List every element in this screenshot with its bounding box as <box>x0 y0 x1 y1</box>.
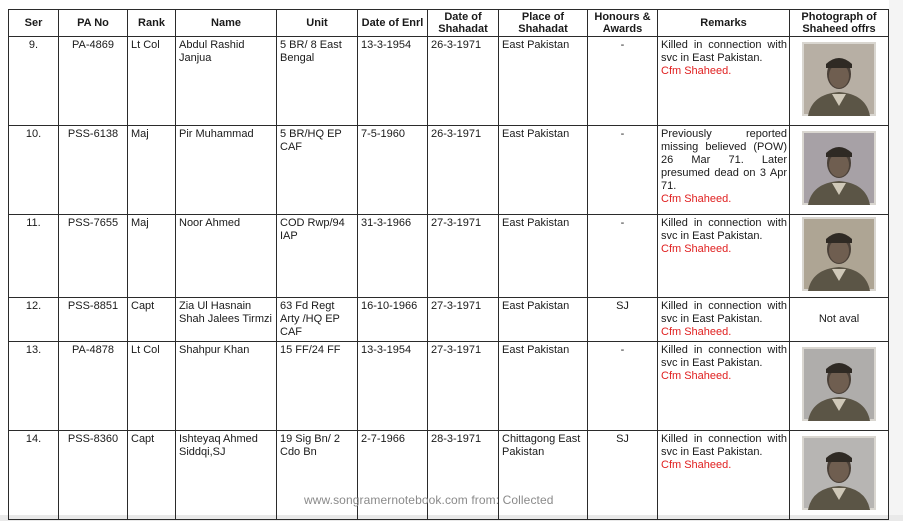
header-unit: Unit <box>277 10 358 37</box>
serial-number: 12. <box>9 298 59 342</box>
rank: Lt Col <box>128 37 176 126</box>
honours-awards: - <box>588 215 658 298</box>
unit: 63 Fd Regt Arty /HQ EP CAF <box>277 298 358 342</box>
table-row <box>9 126 889 215</box>
table-row <box>9 342 889 431</box>
officer-name: Abdul Rashid Janjua <box>176 37 277 126</box>
date-of-shahadat: 27-3-1971 <box>428 215 499 298</box>
remarks-text: Killed in connection with svc in East Pakistan. <box>661 39 787 64</box>
place-of-shahadat: Chittagong East Pakistan <box>499 431 588 520</box>
serial-number: 9. <box>9 37 59 126</box>
remarks <box>658 126 790 215</box>
header-photograph: Photograph of Shaheed offrs <box>790 10 889 37</box>
officer-name: Pir Muhammad <box>176 126 277 215</box>
remarks-text: Killed in connection with svc in East Pakistan. <box>661 217 787 242</box>
date-of-shahadat: 26-3-1971 <box>428 37 499 126</box>
header-row <box>9 10 889 37</box>
header-place-of-shahadat: Place of Shahadat <box>499 10 588 37</box>
confirmed-shaheed-note: Cfm Shaheed. <box>661 459 732 471</box>
date-of-enrl: 16-10-1966 <box>358 298 428 342</box>
place-of-shahadat: East Pakistan <box>499 298 588 342</box>
photo-cell <box>790 126 889 215</box>
place-of-shahadat: East Pakistan <box>499 342 588 431</box>
unit: COD Rwp/94 IAP <box>277 215 358 298</box>
remarks-text: Previously reported missing believed (POW) 26 Mar 71. Later presumed dead on 3 Apr 71. <box>661 128 787 192</box>
date-of-enrl: 7-5-1960 <box>358 126 428 215</box>
remarks <box>658 37 790 126</box>
officer-name: Ishteyaq Ahmed Siddqi,SJ <box>176 431 277 520</box>
place-of-shahadat: East Pakistan <box>499 215 588 298</box>
confirmed-shaheed-note: Cfm Shaheed. <box>661 243 732 255</box>
table-row <box>9 37 889 126</box>
serial-number: 13. <box>9 342 59 431</box>
officer-name: Zia Ul Hasnain Shah Jalees Tirmzi <box>176 298 277 342</box>
unit: 5 BR/ 8 East Bengal <box>277 37 358 126</box>
unit: 19 Sig Bn/ 2 Cdo Bn <box>277 431 358 520</box>
confirmed-shaheed-note: Cfm Shaheed. <box>661 326 732 338</box>
header-rank: Rank <box>128 10 176 37</box>
page-edge-shade <box>889 0 903 521</box>
confirmed-shaheed-note: Cfm Shaheed. <box>661 65 732 77</box>
serial-number: 11. <box>9 215 59 298</box>
rank: Maj <box>128 126 176 215</box>
table-row <box>9 215 889 298</box>
officer-name: Shahpur Khan <box>176 342 277 431</box>
portrait-photo-icon <box>802 436 876 510</box>
honours-awards: - <box>588 342 658 431</box>
place-of-shahadat: East Pakistan <box>499 37 588 126</box>
header-honours-awards: Honours & Awards <box>588 10 658 37</box>
remarks <box>658 215 790 298</box>
remarks-text: Killed in connection with svc in East Pakistan. <box>661 433 787 458</box>
remarks <box>658 342 790 431</box>
portrait-photo-icon <box>802 347 876 421</box>
remarks <box>658 431 790 520</box>
date-of-enrl: 31-3-1966 <box>358 215 428 298</box>
rank: Maj <box>128 215 176 298</box>
officer-name: Noor Ahmed <box>176 215 277 298</box>
rank: Capt <box>128 431 176 520</box>
shaheed-officers-table <box>8 9 889 520</box>
portrait-photo-icon <box>802 217 876 291</box>
honours-awards: SJ <box>588 298 658 342</box>
header-date-of-shahadat: Date of Shahadat <box>428 10 499 37</box>
header-pa-no: PA No <box>59 10 128 37</box>
remarks <box>658 298 790 342</box>
header-name: Name <box>176 10 277 37</box>
unit: 5 BR/HQ EP CAF <box>277 126 358 215</box>
table-body <box>9 37 889 520</box>
date-of-shahadat: 27-3-1971 <box>428 342 499 431</box>
date-of-shahadat: 28-3-1971 <box>428 431 499 520</box>
serial-number: 10. <box>9 126 59 215</box>
date-of-enrl: 2-7-1966 <box>358 431 428 520</box>
source-watermark: www.songramernotebook.com from: Collected <box>304 493 554 507</box>
rank: Lt Col <box>128 342 176 431</box>
header-date-of-enrl: Date of Enrl <box>358 10 428 37</box>
photo-cell <box>790 431 889 520</box>
serial-number: 14. <box>9 431 59 520</box>
honours-awards: - <box>588 126 658 215</box>
pa-number: PA-4878 <box>59 342 128 431</box>
date-of-shahadat: 26-3-1971 <box>428 126 499 215</box>
pa-number: PSS-7655 <box>59 215 128 298</box>
portrait-photo-icon <box>802 42 876 116</box>
photo-not-available: Not aval <box>790 298 889 342</box>
confirmed-shaheed-note: Cfm Shaheed. <box>661 370 732 382</box>
place-of-shahadat: East Pakistan <box>499 126 588 215</box>
date-of-enrl: 13-3-1954 <box>358 37 428 126</box>
honours-awards: - <box>588 37 658 126</box>
confirmed-shaheed-note: Cfm Shaheed. <box>661 193 732 205</box>
photo-cell <box>790 37 889 126</box>
photo-cell <box>790 215 889 298</box>
header-remarks: Remarks <box>658 10 790 37</box>
pa-number: PSS-8851 <box>59 298 128 342</box>
remarks-text: Killed in connection with svc in East Pakistan. <box>661 344 787 369</box>
remarks-text: Killed in connection with svc in East Pakistan. <box>661 300 787 325</box>
pa-number: PSS-6138 <box>59 126 128 215</box>
date-of-shahadat: 27-3-1971 <box>428 298 499 342</box>
pa-number: PSS-8360 <box>59 431 128 520</box>
shaheed-table-frame <box>8 9 888 512</box>
rank: Capt <box>128 298 176 342</box>
unit: 15 FF/24 FF <box>277 342 358 431</box>
date-of-enrl: 13-3-1954 <box>358 342 428 431</box>
honours-awards: SJ <box>588 431 658 520</box>
table-row <box>9 298 889 342</box>
pa-number: PA-4869 <box>59 37 128 126</box>
header-ser: Ser <box>9 10 59 37</box>
photo-cell <box>790 342 889 431</box>
portrait-photo-icon <box>802 131 876 205</box>
